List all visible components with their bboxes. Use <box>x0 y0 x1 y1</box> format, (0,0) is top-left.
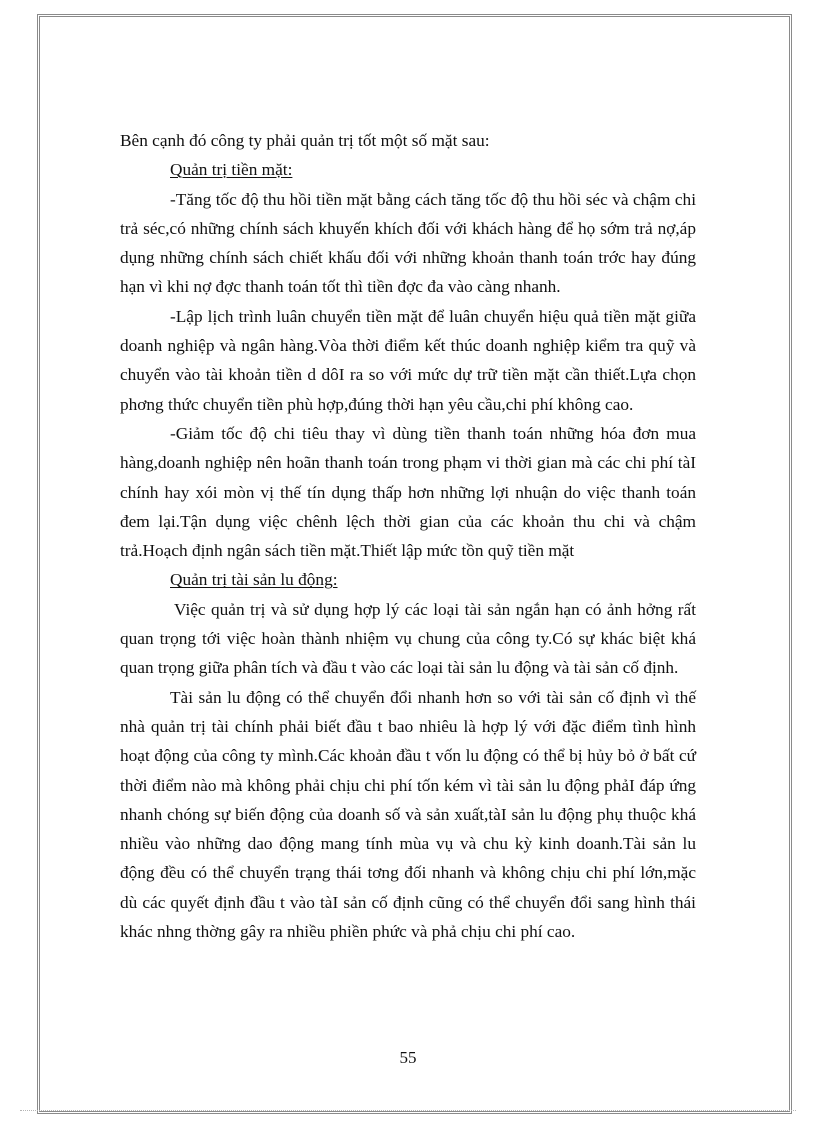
section-heading-current-assets: Quản trị tài sản lu động: <box>170 570 338 590</box>
cash-paragraph-3: -Giảm tốc độ chi tiêu thay vì dùng tiền thanh toán những hóa đơn mua hàng,doanh nghiệp nên hoãn thanh toán trong phạm vi thời gian mà các chi phí tàI chính hay xói mòn vị thế tín dụng thấp hơn những lợi nhuận do việc thanh toán đem lại.Tận dụng việc chênh lệch thời gian của các khoản thu chi và chậm trả.Hoạch định ngân sách tiền mặt.Thiết lập mức tồn quỹ tiền mặt <box>120 423 696 561</box>
assets-paragraph-1: Việc quản trị và sử dụng hợp lý các loại tài sản ngắn hạn có ảnh hởng rất quan trọng tới việc hoàn thành nhiệm vụ chung của công ty.Có sự khác biệt khá quan trọng giữa phân tích và đầu t vào các loại tài sản lu động và tài sản cố định. <box>120 599 696 678</box>
intro-paragraph: Bên cạnh đó công ty phải quản trị tốt một số mặt sau: <box>120 131 490 150</box>
assets-paragraph-2: Tài sản lu động có thể chuyển đổi nhanh hơn so với tài sản cố định vì thế nhà quản trị tài chính phải biết đầu t bao nhiêu là hợp lý với đặc điểm tình hình hoạt động của công ty mình.Các khoản đầu t vốn lu động có thể bị hủy bỏ ở bất cứ thời điểm nào mà không phải chịu chi phí tốn kém vì tài sản lu động phảI đáp ứng nhanh chóng sự biến động của doanh số và sản xuất,tàI sản lu động phụ thuộc khá nhiều vào những dao động mang tính mùa vụ và chu kỳ kinh doanh.Tài sản lu động đều có thể chuyển trạng thái tơng đối nhanh và không chịu chi phí lớn,mặc dù các quyết định đầu t vào tàI sản cố định cũng có thể chuyển đổi sang hình thái khác nhng thờng gây ra nhiều phiền phức và phả chịu chi phí cao. <box>120 687 696 942</box>
page-bottom-dotted-rule <box>20 1110 796 1111</box>
cash-paragraph-1: -Tăng tốc độ thu hồi tiền mặt bằng cách tăng tốc độ thu hồi séc và chậm chi trả séc,có những chính sách khuyến khích đối với khách hàng để họ sớm trả nợ,áp dụng những chính sách chiết khấu đối với những khoản thanh toán trớc hay đúng hạn vì khi nợ đợc thanh toán tốt thì tiền đợc đa vào càng nhanh. <box>120 189 696 297</box>
page-number: 55 <box>399 1048 417 1067</box>
cash-paragraph-2: -Lập lịch trình luân chuyển tiền mặt để luân chuyển hiệu quả tiền mặt giữa doanh nghiệp và ngân hàng.Vòa thời điểm kết thúc doanh nghiệp kiểm tra quỹ và chuyển vào tài khoản tiền d dôI ra so với mức dự trữ tiền mặt cần thiết.Lựa chọn phơng thức chuyển tiền phù hợp,đúng thời hạn yêu cầu,chi phí không cao. <box>120 306 696 414</box>
section-heading-cash-management: Quản trị tiền mặt: <box>170 160 293 180</box>
body-text <box>120 126 696 946</box>
